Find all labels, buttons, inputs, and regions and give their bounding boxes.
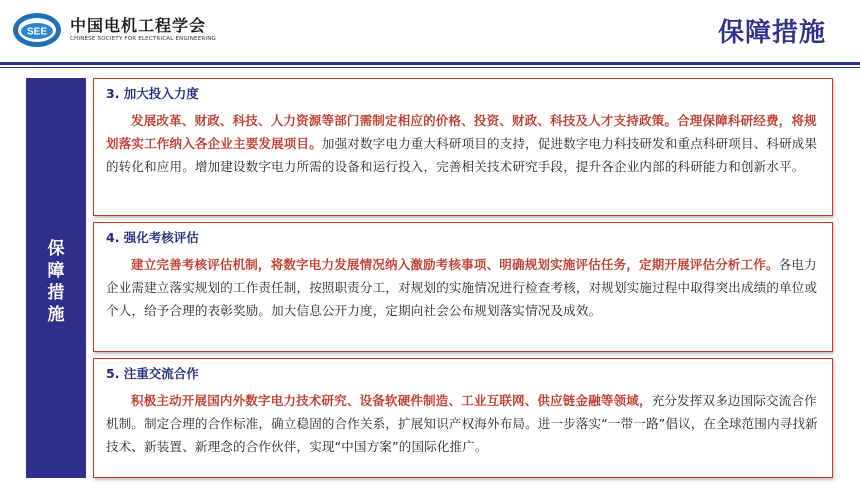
sidebar-char: 施 [47,305,65,325]
sidebar-char: 保 [47,239,65,259]
section-text: 各电力企业需建立落实规划的工作责任制，按照职责分工，对规划的实施情况进行检查考核，对规划实施过程中取得突出成绩的单位或个人，给予合理的表彰奖励。加大信息公开力度，定期向社会公布规划落实情况及成效。 [106,257,818,318]
section-text: 充分发挥双多边国际交流合作机制。制定合理的合作标准，确立稳固的合作关系，扩展知识产权海外布局。进一步落实“一带一路”倡议，在全球范围内寻找新技术、新装置、新理念的合作伙伴，实现“中国方案”的国际化推广。 [106,393,818,454]
logo-text: SEE [26,26,48,38]
section-highlight: 积极主动开展国内外数字电力技术研究、设备软硬件制造、工业互联网、供应链金融等领域， [131,393,652,408]
section-body [106,253,820,322]
sidebar-panel [26,78,86,478]
section-body [106,109,820,178]
section-body [106,389,820,458]
sidebar-label [26,238,86,326]
sidebar-char: 障 [47,261,65,281]
section-highlight: 发展改革、财政、科技、人力资源等部门需制定相应的价格、投资、财政、科技及人才支持政策。合理保障科研经费，将规划落实工作纳入各企业主要发展项目。 [106,113,817,151]
section-heading: 4. 强化考核评估 [106,230,199,245]
org-name-en: CHINESE SOCIETY FOR ELECTRICAL ENGINEERING [70,36,217,42]
see-logo-icon [12,12,62,48]
section-card-investment [93,78,833,216]
page-title: 保障措施 [717,18,826,48]
section-heading: 3. 加大投入力度 [106,86,199,101]
section-highlight: 建立完善考核评估机制，将数字电力发展情况纳入激励考核事项、明确规划实施评估任务，定期开展评估分析工作。 [131,257,779,272]
org-name-cn: 中国电机工程学会 [70,16,207,35]
header-divider-thick [0,62,860,65]
section-heading: 5. 注重交流合作 [106,366,199,381]
section-card-assessment [93,222,833,352]
header-divider-thin [0,67,860,68]
header [0,0,860,60]
section-text: 加强对数字电力重大科研项目的支持，促进数字电力科技研发和重点科研项目、科研成果的转化和应用。增加建设数字电力所需的设备和运行投入，完善相关技术研究手段，提升各企业内部的科研能力和创新水平。 [106,136,818,174]
sidebar-char: 措 [47,283,65,303]
section-card-cooperation [93,358,833,478]
